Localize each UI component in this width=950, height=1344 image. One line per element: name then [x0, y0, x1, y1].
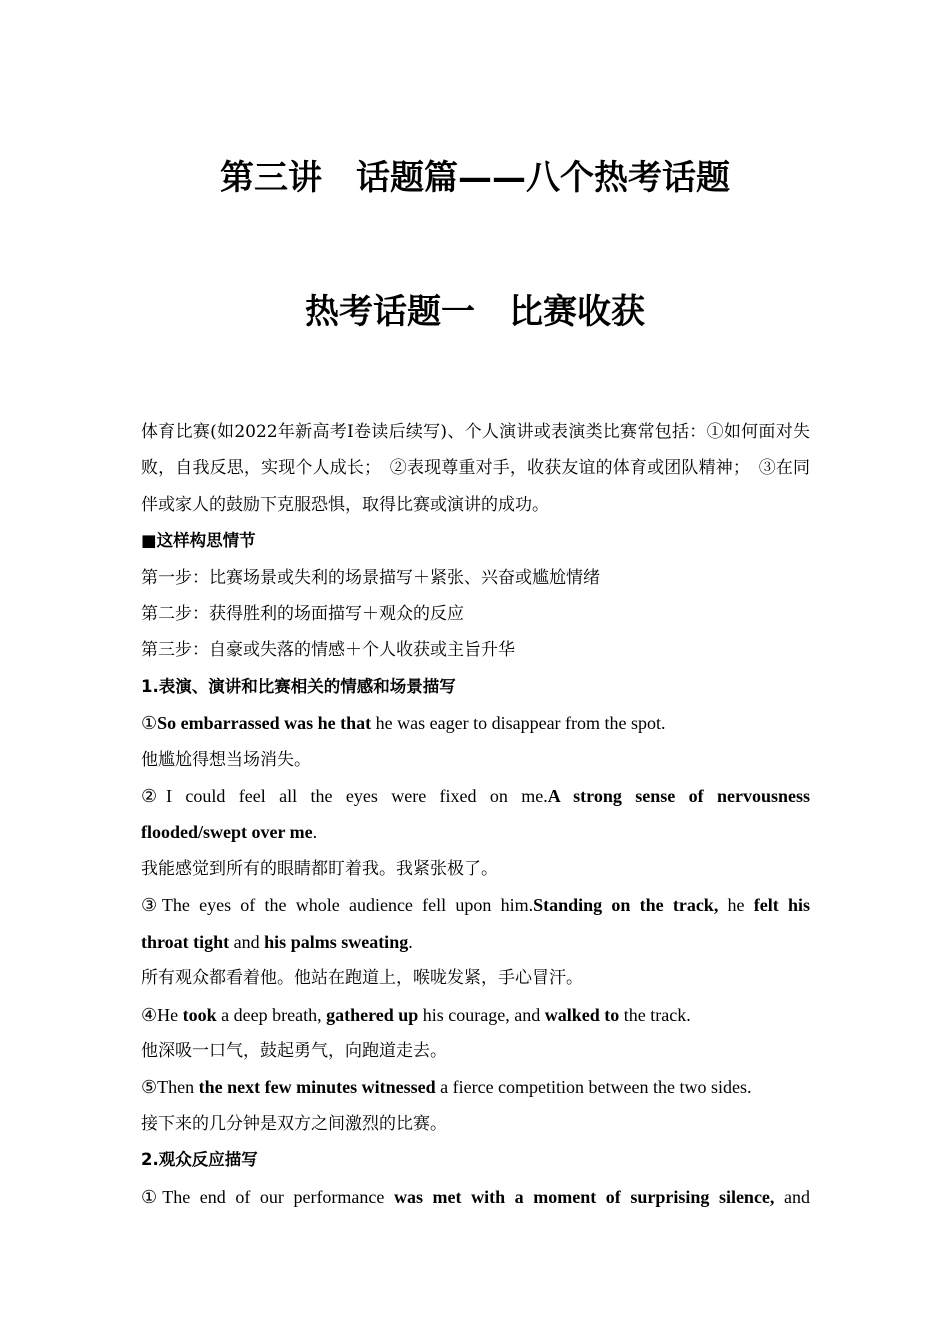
translation: 他尴尬得想当场消失。: [141, 749, 311, 770]
intro-paragraph: 体育比赛(如2022年新高考Ⅰ卷读后续写)、个人演讲或表演类比赛常包括：①如何面对失败，自我反思，实现个人成长； ②表现尊重对手，收获友谊的体育或团队精神； ③在同伴或家人的鼓励下克服恐惧，取得比赛或演讲的成功。: [141, 422, 810, 515]
example-sentence: [141, 997, 810, 1033]
sentence-text: he was eager to disappear from the spot.: [371, 713, 666, 734]
example-sentence-continued: [141, 814, 810, 850]
item-number: ③: [141, 895, 162, 916]
key-phrase: felt his: [753, 895, 811, 916]
sentence-text: I could feel all the eyes were fixed on me.: [166, 786, 548, 807]
step-one: 第一步：比赛场景或失利的场景描写＋紧张、兴奋或尴尬情绪: [141, 567, 600, 588]
sentence-text: and: [774, 1186, 810, 1207]
sentence-text: a deep breath,: [216, 1004, 327, 1025]
key-phrase: the next few minutes witnessed: [198, 1077, 436, 1098]
translation: 我能感觉到所有的眼睛都盯着我。我紧张极了。: [141, 858, 498, 879]
sentence-text: the track.: [619, 1004, 691, 1025]
topic-title: 热考话题一 比赛收获: [305, 292, 645, 332]
step-three: 第三步：自豪或失落的情感＋个人收获或主旨升华: [141, 640, 515, 661]
key-phrase: his palms sweating: [264, 931, 409, 952]
step-two: 第二步：获得胜利的场面描写＋观众的反应: [141, 604, 464, 625]
sentence-text: The eyes of the whole audience fell upon him.: [161, 895, 534, 916]
document-body: [141, 414, 810, 1215]
key-phrase: A strong sense of nervousness: [547, 786, 810, 807]
item-number: ④: [141, 1004, 158, 1025]
sentence-text: The end of our performance: [162, 1186, 394, 1207]
item-number: ②: [141, 786, 167, 807]
key-phrase: Standing on the track,: [533, 895, 719, 916]
translation: 他深吸一口气，鼓起勇气，向跑道走去。: [141, 1040, 447, 1061]
main-title: 第三讲 话题篇——八个热考话题: [220, 158, 730, 198]
key-phrase: throat tight: [141, 931, 230, 952]
example-sentence: [141, 778, 810, 814]
sentence-text: Then: [157, 1077, 199, 1098]
item-number: ①: [141, 713, 158, 734]
section-two-heading: 2.观众反应描写: [141, 1150, 258, 1170]
key-phrase: walked to: [544, 1004, 620, 1025]
sentence-text: he: [718, 895, 754, 916]
key-phrase: flooded/swept over me: [141, 822, 313, 843]
sentence-text: .: [312, 822, 318, 843]
sentence-text: his courage, and: [418, 1004, 545, 1025]
sentence-text: a fierce competition between the two sides.: [435, 1077, 752, 1098]
example-sentence: [141, 887, 810, 923]
key-phrase: So embarrassed was he that: [157, 713, 372, 734]
translation: 所有观众都看着他。他站在跑道上，喉咙发紧，手心冒汗。: [141, 968, 583, 989]
section-one-heading: 1.表演、演讲和比赛相关的情感和场景描写: [141, 676, 456, 696]
example-sentence: [141, 1179, 810, 1215]
key-phrase: was met with a moment of surprising silence,: [393, 1186, 775, 1207]
item-number: ⑤: [141, 1077, 158, 1098]
example-sentence: [141, 705, 810, 741]
item-number: ①: [141, 1186, 163, 1207]
sentence-text: .: [408, 931, 413, 952]
key-phrase: gathered up: [326, 1004, 419, 1025]
sentence-text: He: [157, 1004, 183, 1025]
sentence-text: and: [229, 931, 265, 952]
example-sentence-continued: [141, 924, 810, 960]
translation: 接下来的几分钟是双方之间激烈的比赛。: [141, 1113, 447, 1134]
plot-section-heading: ■这样构思情节: [141, 531, 256, 551]
example-sentence: [141, 1069, 810, 1105]
key-phrase: took: [182, 1004, 217, 1025]
